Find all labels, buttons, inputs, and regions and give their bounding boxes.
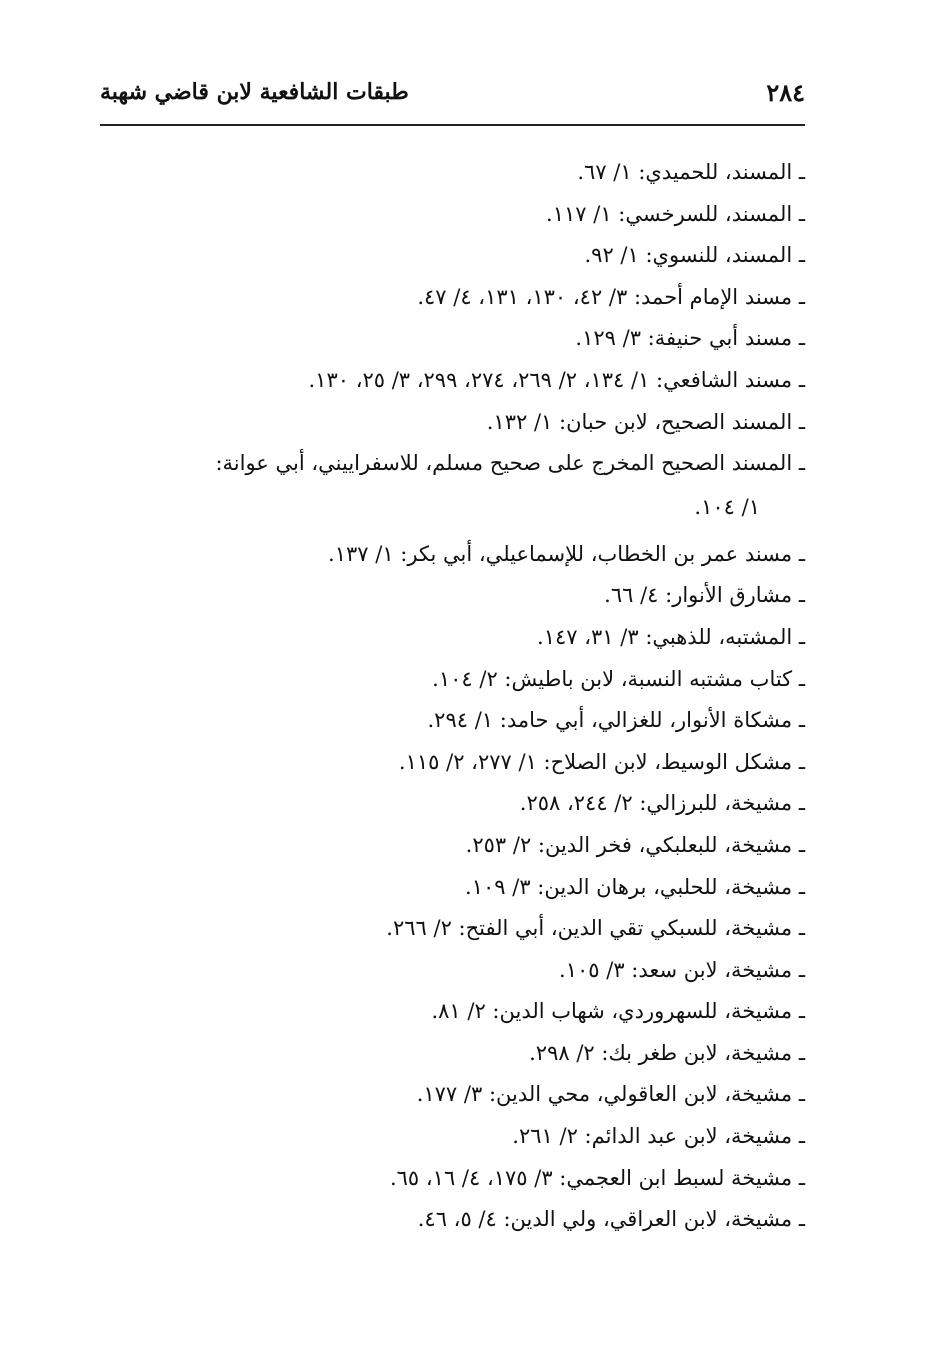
index-entry: ـ مسند عمر بن الخطاب، للإسماعيلي، أبي بكر: ١/ ١٣٧. — [328, 541, 805, 566]
index-entry: ـ مشيخة، لابن العراقي، ولي الدين: ٤/ ٥، ٤٦. — [417, 1207, 805, 1232]
index-entry: ـ المسند الصحيح، لابن حبان: ١/ ١٣٢. — [486, 409, 805, 434]
index-entry: ـ كتاب مشتبه النسبة، لابن باطيش: ٢/ ١٠٤. — [432, 666, 805, 691]
book-title: طبقات الشافعية لابن قاضي شهبة — [100, 79, 409, 105]
index-entry: ـ مشيخة، لابن عبد الدائم: ٢/ ٢٦١. — [512, 1124, 805, 1149]
index-entry: ـ المسند الصحيح المخرج على صحيح مسلم، للاسفراييني، أبي عوانة: — [215, 451, 805, 476]
index-entry-continuation: ١/ ١٠٤. — [694, 494, 760, 519]
index-entry: ـ مشيخة، لابن طغر بك: ٢/ ٢٩٨. — [529, 1040, 805, 1065]
index-entry: ـ مشيخة، للبرزالي: ٢/ ٢٤٤، ٢٥٨. — [519, 791, 805, 816]
index-entry: ـ المسند، للسرخسي: ١/ ١١٧. — [546, 201, 805, 226]
index-entry: ـ مسند الشافعي: ١/ ١٣٤، ٢/ ٢٦٩، ٢٧٤، ٢٩٩، ٣/ ٢٥، ١٣٠. — [308, 367, 805, 392]
index-entry: ـ المسند، للنسوي: ١/ ٩٢. — [584, 243, 805, 268]
index-entry: ـ مشكل الوسيط، لابن الصلاح: ١/ ٢٧٧، ٢/ ١١٥. — [398, 749, 805, 774]
index-entry: ـ مشيخة، للبعلبكي، فخر الدين: ٢/ ٢٥٣. — [465, 832, 805, 857]
index-entry: ـ مشكاة الأنوار، للغزالي، أبي حامد: ١/ ٢٩٤. — [427, 708, 805, 733]
index-entry: ـ المشتبه، للذهبي: ٣/ ٣١، ١٤٧. — [537, 624, 805, 649]
index-entry: ـ مسند الإمام أحمد: ٣/ ٤٢، ١٣٠، ١٣١، ٤/ ٤٧. — [417, 284, 805, 309]
index-entry: ـ مشارق الأنوار: ٤/ ٦٦. — [604, 583, 805, 608]
index-entry: ـ مشيخة، للسبكي تقي الدين، أبي الفتح: ٢/ ٢٦٦. — [386, 916, 805, 941]
index-entry: ـ مسند أبي حنيفة: ٣/ ١٢٩. — [575, 326, 805, 351]
index-entry: ـ مشيخة، لابن العاقولي، محي الدين: ٣/ ١٧٧. — [416, 1082, 805, 1107]
page-number: ٢٨٤ — [766, 77, 805, 107]
header-divider — [100, 124, 805, 126]
index-entry: ـ مشيخة، للحلبي، برهان الدين: ٣/ ١٠٩. — [465, 874, 805, 899]
index-entry: ـ مشيخة، للسهروردي، شهاب الدين: ٢/ ٨١. — [431, 999, 805, 1024]
index-entry: ـ المسند، للحميدي: ١/ ٦٧. — [577, 160, 805, 184]
index-entry: ـ مشيخة، لابن سعد: ٣/ ١٠٥. — [559, 957, 805, 982]
running-header — [100, 72, 805, 112]
index-entry-list — [115, 152, 805, 1241]
index-entry: ـ مشيخة لسبط ابن العجمي: ٣/ ١٧٥، ٤/ ١٦، ٦٥. — [389, 1165, 805, 1190]
